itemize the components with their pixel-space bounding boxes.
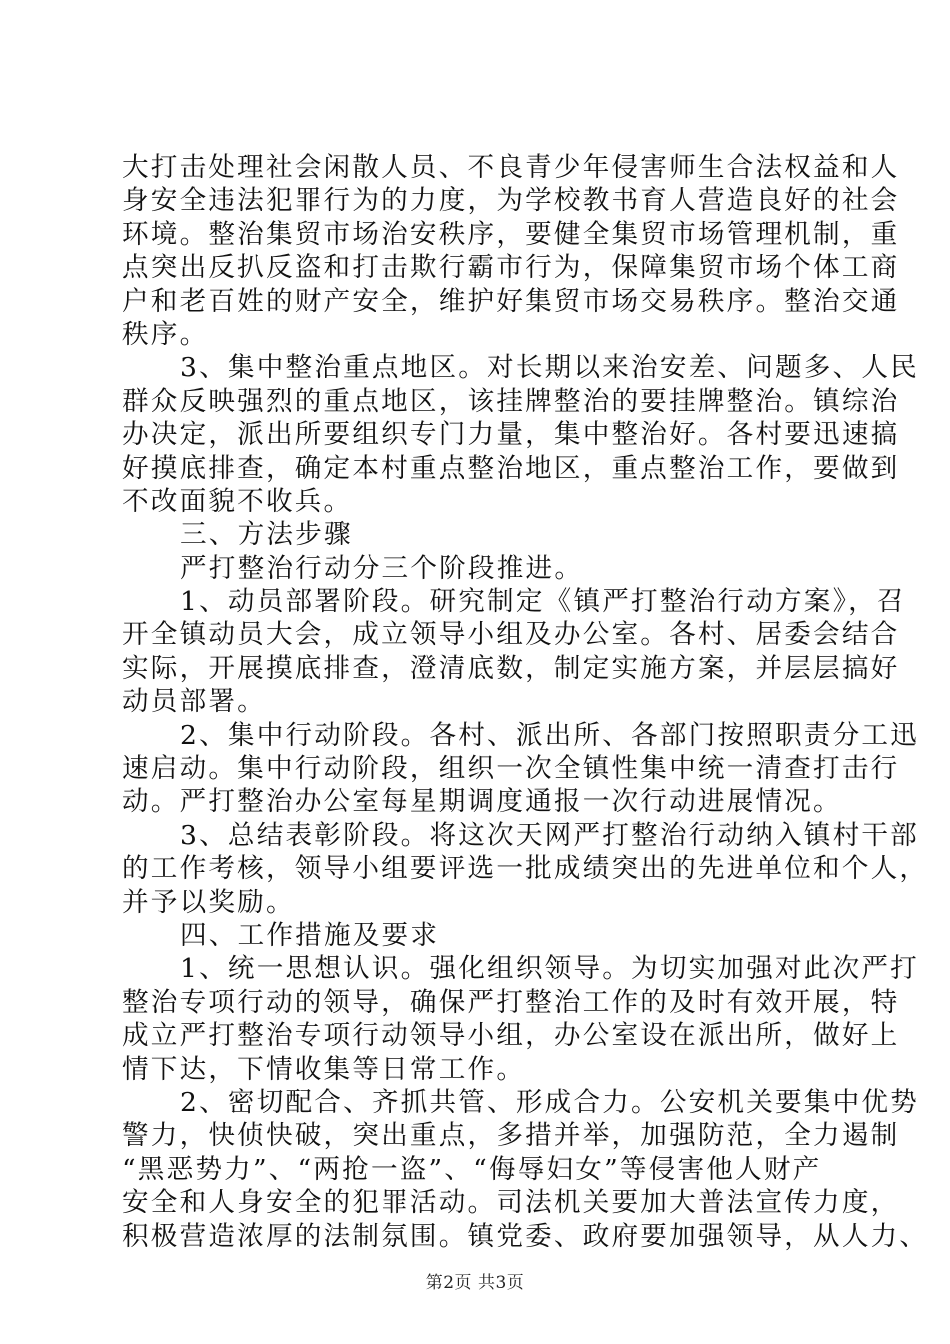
text-line: 警力，快侦快破，突出重点，多措并举，加强防范，全力遏制 bbox=[122, 1120, 900, 1152]
text-line: 点突出反扒反盗和打击欺行霸市行为，保障集贸市场个体工商 bbox=[122, 252, 900, 284]
text-line: 严打整治行动分三个阶段推进。 bbox=[180, 552, 584, 584]
text-line: 开全镇动员大会，成立领导小组及办公室。各村、居委会结合 bbox=[122, 619, 900, 651]
text-line: “黑恶势力”、“两抢一盗”、“侮辱妇女”等侵害他人财产 bbox=[122, 1153, 822, 1185]
text-line: 整治专项行动的领导，确保严打整治工作的及时有效开展，特 bbox=[122, 986, 900, 1018]
text-line: 3、总结表彰阶段。将这次天网严打整治行动纳入镇村干部 bbox=[180, 819, 919, 851]
text-line: 并予以奖励。 bbox=[122, 886, 295, 918]
text-line: 好摸底排查，确定本村重点整治地区，重点整治工作，要做到 bbox=[122, 452, 900, 484]
text-line: 动员部署。 bbox=[122, 686, 266, 718]
text-line: 群众反映强烈的重点地区，该挂牌整治的要挂牌整治。镇综治 bbox=[122, 385, 900, 417]
text-line: 动。严打整治办公室每星期调度通报一次行动进展情况。 bbox=[122, 786, 842, 818]
text-line: 环境。整治集贸市场治安秩序，要健全集贸市场管理机制，重 bbox=[122, 218, 900, 250]
text-line: 2、密切配合、齐抓共管、形成合力。公安机关要集中优势 bbox=[180, 1086, 919, 1118]
text-line: 积极营造浓厚的法制氛围。镇党委、政府要加强领导，从人力、 bbox=[122, 1220, 929, 1252]
page-footer: 第2页 共3页 bbox=[425, 1273, 525, 1293]
text-line: 成立严打整治专项行动领导小组，办公室设在派出所，做好上 bbox=[122, 1020, 900, 1052]
text-line: 身安全违法犯罪行为的力度，为学校教书育人营造良好的社会 bbox=[122, 185, 900, 217]
text-line: 实际，开展摸底排查，澄清底数，制定实施方案，并层层搞好 bbox=[122, 652, 900, 684]
text-line: 三、方法步骤 bbox=[180, 519, 353, 551]
text-line: 2、集中行动阶段。各村、派出所、各部门按照职责分工迅 bbox=[180, 719, 919, 751]
text-line: 秩序。 bbox=[122, 318, 209, 350]
text-line: 安全和人身安全的犯罪活动。司法机关要加大普法宣传力度， bbox=[122, 1187, 900, 1219]
text-line: 情下达，下情收集等日常工作。 bbox=[122, 1053, 526, 1085]
text-line: 1、统一思想认识。强化组织领导。为切实加强对此次严打 bbox=[180, 953, 919, 985]
body-text bbox=[122, 151, 929, 1253]
text-line: 大打击处理社会闲散人员、不良青少年侵害师生合法权益和人 bbox=[122, 152, 900, 183]
text-line: 四、工作措施及要求 bbox=[180, 919, 440, 951]
text-line: 3、集中整治重点地区。对长期以来治安差、问题多、人民 bbox=[180, 352, 919, 384]
text-line: 不改面貌不收兵。 bbox=[122, 485, 353, 517]
text-line: 办决定，派出所要组织专门力量，集中整治好。各村要迅速搞 bbox=[122, 419, 900, 451]
text-line: 的工作考核，领导小组要评选一批成绩突出的先进单位和个人， bbox=[122, 853, 929, 885]
text-line: 户和老百姓的财产安全，维护好集贸市场交易秩序。整治交通 bbox=[122, 285, 900, 317]
text-line: 1、动员部署阶段。研究制定《镇严打整治行动方案》，召 bbox=[180, 586, 906, 618]
text-line: 速启动。集中行动阶段，组织一次全镇性集中统一清查打击行 bbox=[122, 753, 900, 785]
